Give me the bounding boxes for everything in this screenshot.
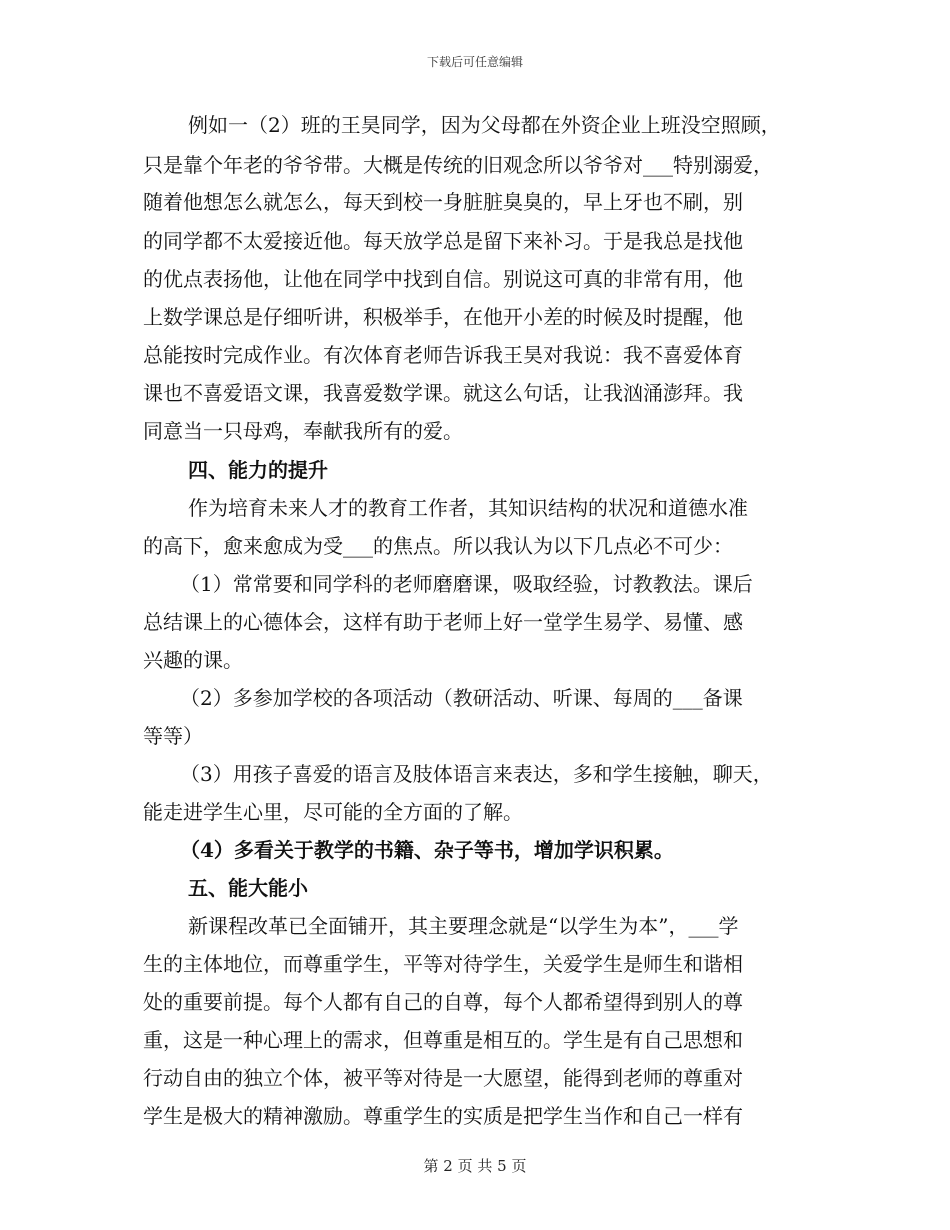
paragraph-line: 总能按时完成作业。有次体育老师告诉我王昊对我说：我不喜爱体育	[143, 343, 743, 367]
paragraph-line: 的高下，愈来愈成为受___的焦点。所以我认为以下几点必不可少：	[143, 534, 733, 558]
paragraph-line: 总结课上的心德体会，这样有助于老师上好一堂学生易学、易懂、感	[143, 610, 743, 634]
paragraph-line: 重，这是一种心理上的需求，但尊重是相互的。学生是有自己思想和	[143, 1028, 743, 1052]
paragraph-line: （2）多参加学校的各项活动（教研活动、听课、每周的___备课	[180, 686, 743, 710]
paragraph-line: （3）用孩子喜爱的语言及肢体语言来表达，多和学生接触，聊天，	[180, 762, 773, 786]
paragraph-line: 的同学都不太爱接近他。每天放学总是留下来补习。于是我总是找他	[143, 229, 743, 253]
page-number: 第 2 页 共 5 页	[423, 1157, 527, 1175]
paragraph-line-bold: （4）多看关于教学的书籍、杂子等书，增加学识积累。	[180, 838, 674, 862]
paragraph-line: 兴趣的课。	[143, 648, 243, 672]
paragraph-line: 等等）	[143, 724, 203, 748]
paragraph-line: 课也不喜爱语文课，我喜爱数学课。就这么句话，让我汹涌澎拜。我	[143, 381, 743, 405]
paragraph-line: （1）常常要和同学科的老师磨磨课，吸取经验，讨教教法。课后	[180, 572, 753, 596]
paragraph-line: 同意当一只母鸡，奉献我所有的爱。	[143, 419, 463, 443]
paragraph-line: 学生是极大的精神激励。尊重学生的实质是把学生当作和自己一样有	[143, 1104, 743, 1128]
paragraph-line: 的优点表扬他，让他在同学中找到自信。别说这可真的非常有用，他	[143, 267, 743, 291]
paragraph-line: 行动自由的独立个体，被平等对待是一大愿望，能得到老师的尊重对	[143, 1066, 743, 1090]
paragraph-line: 新课程改革已全面铺开，其主要理念就是“以学生为本”，___学	[188, 914, 739, 938]
paragraph-line: 例如一（2）班的王昊同学，因为父母都在外资企业上班没空照顾，	[188, 113, 781, 137]
paragraph-line: 只是靠个年老的爷爷带。大概是传统的旧观念所以爷爷对___特别溺爱，	[143, 153, 773, 177]
paragraph-line: 随着他想怎么就怎么，每天到校一身脏脏臭臭的，早上牙也不刷，别	[143, 190, 743, 214]
section-heading: 五、能大能小	[188, 876, 308, 900]
paragraph-line: 处的重要前提。每个人都有自己的自尊，每个人都希望得到别人的尊	[143, 990, 743, 1014]
paragraph-line: 上数学课总是仔细听讲，积极举手，在他开小差的时候及时提醒，他	[143, 305, 743, 329]
paragraph-line: 能走进学生心里，尽可能的全方面的了解。	[143, 800, 523, 824]
section-heading: 四、能力的提升	[188, 458, 328, 482]
paragraph-line: 生的主体地位，而尊重学生，平等对待学生，关爱学生是师生和谐相	[143, 952, 743, 976]
paragraph-line: 作为培育未来人才的教育工作者，其知识结构的状况和道德水准	[188, 496, 748, 520]
page-header: 下载后可任意编辑	[426, 55, 523, 69]
